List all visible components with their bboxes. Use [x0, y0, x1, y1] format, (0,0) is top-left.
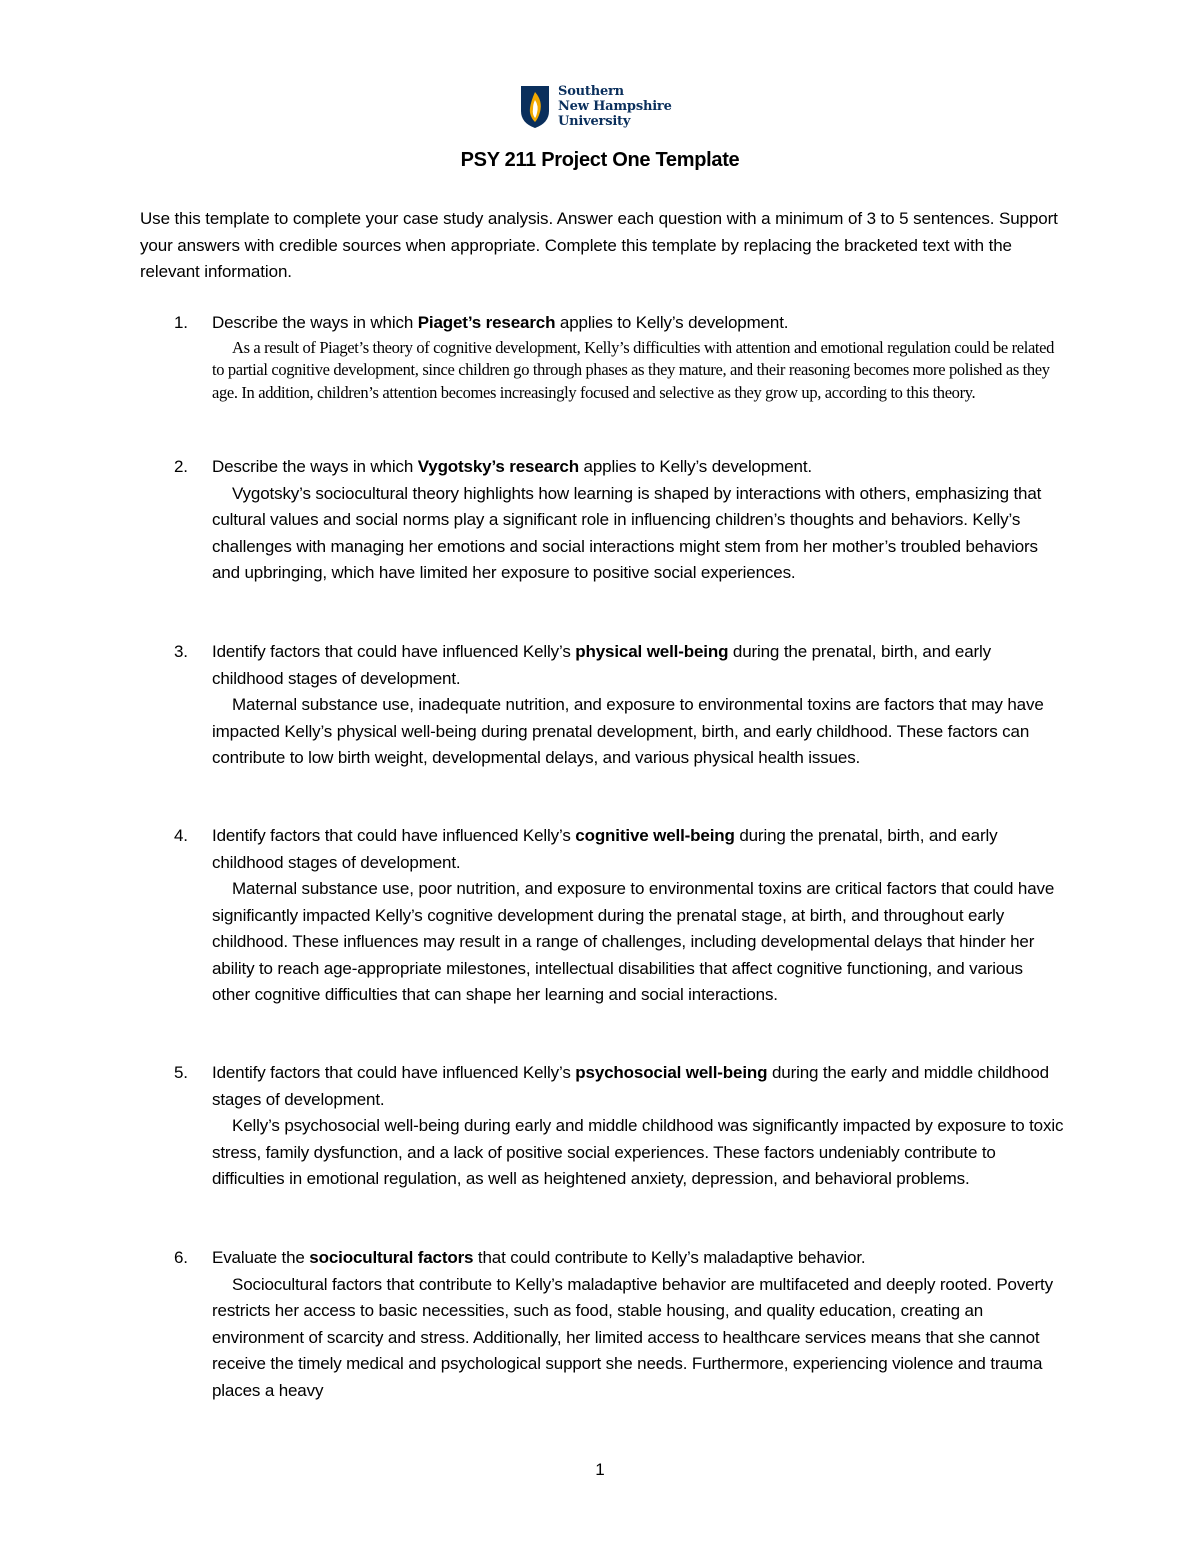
- question-number: 4.: [174, 826, 188, 845]
- page-number: 1: [595, 1460, 605, 1479]
- prompt-text: during the prenatal, birth, and early childhood stages of development.: [212, 826, 998, 872]
- question-item: [174, 310, 1064, 404]
- prompt-emphasis: Piaget’s research: [417, 313, 556, 332]
- question-number: 6.: [174, 1248, 188, 1267]
- logo-wordmark: [558, 84, 672, 129]
- question-prompt: [212, 639, 1064, 692]
- prompt-text: Identify factors that could have influenced Kelly’s: [212, 826, 576, 845]
- intro-paragraph: Use this template to complete your case study analysis. Answer each question with a minimum of 3 to 5 sentences. Support your answers with credible sources when appropriate. Complete this template by replacing the bracketed text with the relevant information.: [140, 209, 1058, 281]
- prompt-text: Identify factors that could have influenced Kelly’s: [212, 1063, 576, 1082]
- question-prompt: [212, 1060, 1064, 1113]
- question-prompt: [212, 454, 1064, 481]
- prompt-emphasis: sociocultural factors: [309, 1248, 474, 1267]
- logo-line-3: University: [558, 114, 631, 129]
- logo-line-2: New Hampshire: [558, 99, 672, 114]
- answer-text: Maternal substance use, poor nutrition, and exposure to environmental toxins are critical factors that could have significantly impacted Kelly’s cognitive development during the prenatal stage, at birth, and throughout early childhood. These influences may result in a range of challenges, including developmental delays that hinder her ability to reach age-appropriate milestones, intellectual disabilities that affect cognitive functioning, and various other cognitive difficulties that can shape her learning and social interactions.: [212, 879, 1055, 1004]
- question-item: [174, 823, 1064, 1009]
- prompt-emphasis: physical well-being: [575, 642, 729, 661]
- answer-text: Kelly’s psychosocial well-being during early and middle childhood was significantly impacted by exposure to toxic stress, family dysfunction, and a lack of positive social experiences. These factors undeniably contribute to difficulties in emotional regulation, as well as heightened anxiety, depression, and behavioral problems.: [212, 1116, 1064, 1188]
- question-prompt: [212, 1245, 1064, 1272]
- prompt-text: Describe the ways in which: [212, 313, 418, 332]
- question-number: 2.: [174, 457, 188, 476]
- question-item: [174, 454, 1064, 587]
- prompt-text: that could contribute to Kelly’s maladaptive behavior.: [473, 1248, 866, 1267]
- university-logo: [520, 84, 672, 129]
- answer-text: Vygotsky’s sociocultural theory highlights how learning is shaped by interactions with others, emphasizing that cultural values and social norms play a significant role in influencing children’s thoughts and behaviors. Kelly’s challenges with managing her emotions and social interactions might stem from her mother’s troubled behaviors and upbringing, which have limited her exposure to positive social experiences.: [212, 483, 1042, 582]
- page-title: PSY 211 Project One Template: [460, 149, 740, 171]
- prompt-text: applies to Kelly’s development.: [578, 457, 812, 476]
- prompt-emphasis: Vygotsky’s research: [417, 457, 579, 476]
- answer-text: As a result of Piaget’s theory of cognitive development, Kelly’s difficulties with attention and emotional regulation could be related to partial cognitive development, since children go through phases as they mature, and their reasoning becomes more polished as they age. In addition, children’s attention becomes increasingly focused and selective as they grow up, according to this theory.: [212, 337, 1055, 402]
- question-item: [174, 639, 1064, 772]
- logo-line-1: Southern: [558, 84, 624, 99]
- question-prompt: [212, 823, 1064, 876]
- question-number: 1.: [174, 313, 188, 332]
- prompt-text: during the prenatal, birth, and early childhood stages of development.: [212, 642, 992, 688]
- question-item: [174, 1060, 1064, 1193]
- question-number: 3.: [174, 642, 188, 661]
- prompt-emphasis: cognitive well-being: [575, 826, 735, 845]
- answer-text: Sociocultural factors that contribute to Kelly’s maladaptive behavior are multifaceted and deeply rooted. Poverty restricts her access to basic necessities, such as food, stable housing, and quality education, creating an environment of scarcity and stress. Additionally, her limited access to healthcare services means that she cannot receive the timely medical and psychological support she needs. Furthermore, experiencing violence and trauma places a heavy: [212, 1274, 1053, 1400]
- prompt-text: Evaluate the: [212, 1248, 310, 1267]
- prompt-text: applies to Kelly’s development.: [555, 313, 789, 332]
- prompt-text: Identify factors that could have influenced Kelly’s: [212, 642, 576, 661]
- prompt-emphasis: psychosocial well-being: [575, 1063, 768, 1082]
- answer-text: Maternal substance use, inadequate nutrition, and exposure to environmental toxins are factors that may have impacted Kelly’s physical well-being during prenatal development, birth, and early childhood. These factors can contribute to low birth weight, developmental delays, and various physical health issues.: [212, 695, 1044, 767]
- question-item: [174, 1245, 1064, 1404]
- prompt-text: during the early and middle childhood stages of development.: [212, 1063, 1049, 1109]
- shield-flame-icon: [520, 85, 550, 129]
- question-prompt: [212, 310, 1064, 337]
- prompt-text: Describe the ways in which: [212, 457, 418, 476]
- question-number: 5.: [174, 1063, 188, 1082]
